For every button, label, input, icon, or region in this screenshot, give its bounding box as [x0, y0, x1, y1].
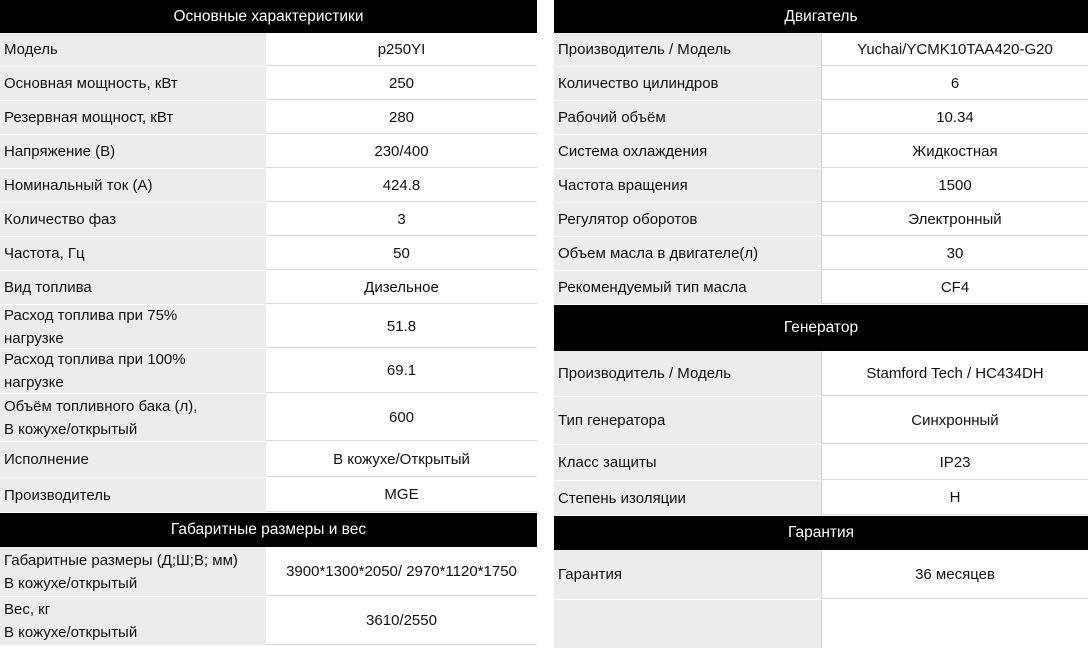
table-row [0, 394, 537, 442]
row-label: Модель [0, 33, 266, 66]
empty-cell [821, 600, 1088, 648]
table-row [554, 550, 1088, 600]
row-label: Расход топлива при 75% нагрузке [0, 305, 266, 348]
row-label: Класс защиты [554, 445, 821, 480]
row-label: Производитель / Модель [554, 351, 821, 396]
row-label: Объем масла в двигателе(л) [554, 237, 821, 270]
row-value: Дизельное [266, 271, 537, 304]
table-row [0, 33, 537, 67]
row-value: Yuchai/YCMK10TAA420-G20 [821, 33, 1088, 66]
row-label: Габаритные размеры (Д;Ш;В; мм) В кожухе/открытый [0, 547, 266, 596]
row-label: Степень изоляции [554, 481, 821, 515]
table-row [554, 101, 1088, 135]
generator-header: Генератор [554, 305, 1088, 351]
row-label: Производитель [0, 478, 266, 512]
row-value: Синхронный [821, 397, 1088, 444]
row-value: 280 [266, 101, 537, 134]
row-label: Регулятор оборотов [554, 203, 821, 236]
table-row [0, 67, 537, 101]
warranty-header: Гарантия [554, 516, 1088, 550]
row-label: Количество цилиндров [554, 67, 821, 100]
engine-header: Двигатель [554, 0, 1088, 33]
main-specs-header: Основные характеристики [0, 0, 537, 33]
table-row [0, 101, 537, 135]
row-value: 10.34 [821, 101, 1088, 134]
table-row [0, 547, 537, 597]
row-value: 3 [266, 203, 537, 236]
table-row [554, 135, 1088, 169]
table-row [554, 271, 1088, 305]
row-value: 3610/2550 [266, 597, 537, 645]
row-value: p250YI [266, 33, 537, 66]
table-row [554, 351, 1088, 397]
empty-row [554, 600, 1088, 649]
row-label: Объём топливного бака (л), В кожухе/открытый [0, 394, 266, 441]
table-row [554, 481, 1088, 516]
table-row [554, 33, 1088, 67]
row-label: Номинальный ток (А) [0, 169, 266, 202]
table-row [0, 442, 537, 478]
row-value: 69.1 [266, 349, 537, 393]
row-value: 250 [266, 67, 537, 100]
row-value: 51.8 [266, 305, 537, 348]
row-value: Электронный [821, 203, 1088, 236]
table-row [0, 135, 537, 169]
dimensions-header: Габаритные размеры и вес [0, 513, 537, 547]
row-value: H [821, 481, 1088, 515]
row-label: Расход топлива при 100% нагрузке [0, 349, 266, 393]
row-value: 6 [821, 67, 1088, 100]
table-row [554, 237, 1088, 271]
empty-cell [554, 600, 821, 648]
table-row [0, 169, 537, 203]
row-value: 50 [266, 237, 537, 270]
table-row [554, 67, 1088, 101]
table-row [0, 237, 537, 271]
row-value: 230/400 [266, 135, 537, 168]
left-column [0, 0, 537, 646]
table-row [0, 478, 537, 513]
row-label: Вид топлива [0, 271, 266, 304]
table-row [554, 203, 1088, 237]
table-row [554, 445, 1088, 481]
row-value: IP23 [821, 445, 1088, 480]
table-row [0, 203, 537, 237]
row-label: Производитель / Модель [554, 33, 821, 66]
row-label: Тип генератора [554, 397, 821, 444]
table-row [554, 397, 1088, 445]
row-label: Частота, Гц [0, 237, 266, 270]
row-label: Исполнение [0, 442, 266, 477]
row-label: Гарантия [554, 550, 821, 599]
row-value: CF4 [821, 271, 1088, 304]
row-value: 424.8 [266, 169, 537, 202]
row-value: Жидкостная [821, 135, 1088, 168]
row-value: Stamford Tech / HC434DH [821, 351, 1088, 396]
row-label: Частота вращения [554, 169, 821, 202]
row-label: Резервная мощност, кВт [0, 101, 266, 134]
row-value: 36 месяцев [821, 550, 1088, 599]
row-label: Рабочий объём [554, 101, 821, 134]
row-value: 3900*1300*2050/ 2970*1120*1750 [266, 547, 537, 596]
row-label: Вес, кг В кожухе/открытый [0, 597, 266, 645]
row-label: Рекомендуемый тип масла [554, 271, 821, 304]
row-value: 30 [821, 237, 1088, 270]
row-label: Количество фаз [0, 203, 266, 236]
table-row [554, 169, 1088, 203]
row-value: MGE [266, 478, 537, 512]
row-value: В кожухе/Открытый [266, 442, 537, 477]
table-row [0, 597, 537, 646]
table-row [0, 305, 537, 349]
row-value: 1500 [821, 169, 1088, 202]
row-label: Система охлаждения [554, 135, 821, 168]
row-label: Напряжение (В) [0, 135, 266, 168]
table-row [0, 271, 537, 305]
row-value: 600 [266, 394, 537, 441]
right-column [554, 0, 1088, 649]
row-label: Основная мощность, кВт [0, 67, 266, 100]
table-row [0, 349, 537, 394]
